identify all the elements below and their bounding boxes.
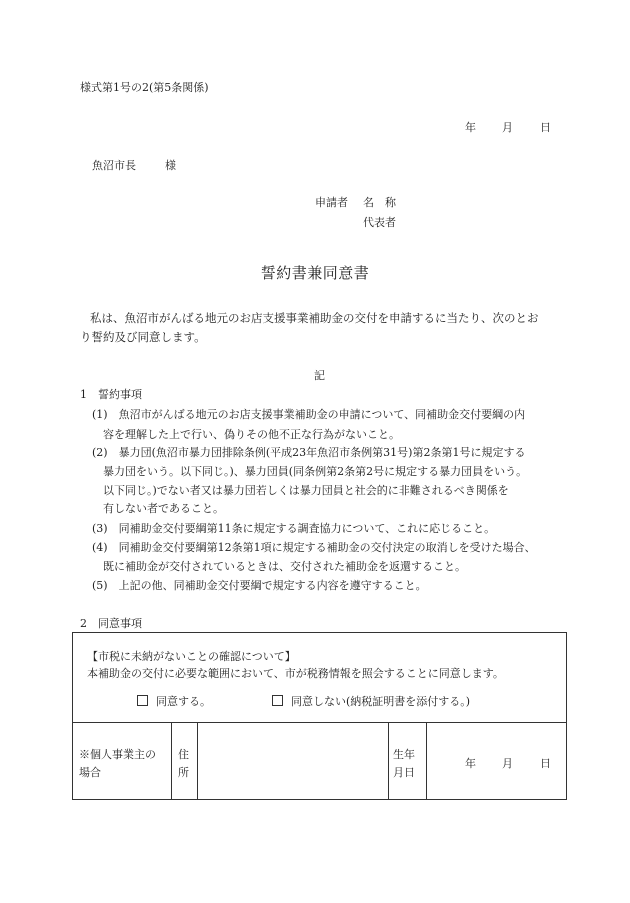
pledge-item-2-line-3: 以下同じ。)でない者又は暴力団若しくは暴力団員と社会的に非難されるべき関係を [103,484,509,497]
section1-heading: 1 誓約事項 [80,388,142,401]
consent-box-text: 本補助金の交付に必要な範囲において、市が税務情報を照会することに同意します。 [87,667,504,680]
birth-month-label: 月 [502,757,513,770]
addressee-name: 魚沼市長 [92,159,136,172]
pledge-item-4-line-1: (4) 同補助金交付要綱第12条第1項に規定する補助金の交付決定の取消しを受けた場合、 [92,541,536,554]
table-col-divider-3 [388,722,389,800]
addressee-honorific: 様 [165,159,176,172]
pledge-item-2-line-1: (2) 暴力団(魚沼市暴力団排除条例(平成23年魚沼市条例第31号)第2条第1号に規定する [92,446,526,459]
birthdate-label-2: 月日 [393,766,415,779]
pledge-item-2-line-2: 暴力団をいう。以下同じ。)、暴力団員(同条例第2条第2号に規定する暴力団員をいう。 [103,465,528,478]
option-agree-label: 同意する。 [156,695,211,708]
table-col-divider-2 [197,722,198,800]
pledge-item-3: (3) 同補助金交付要綱第11条に規定する調査協力について、これに応じること。 [92,522,496,535]
intro-line-2: り誓約及び同意します。 [80,330,206,344]
pledge-item-1-line-1: (1) 魚沼市がんばる地元のお店支援事業補助金の申請について、同補助金交付要綱の内 [92,408,526,421]
consent-box-heading: 【市税に未納がないことの確認について】 [87,650,296,663]
agree-checkbox[interactable] [137,695,148,706]
address-label-2: 所 [178,766,189,779]
address-label-1: 住 [178,748,189,761]
disagree-checkbox[interactable] [272,695,283,706]
document-title: 誓約書兼同意書 [260,264,370,282]
applicant-label: 申請者 [315,196,348,209]
table-divider [72,722,567,723]
date-year-label: 年 [465,121,476,134]
table-col-divider-4 [426,722,427,800]
section2-heading: 2 同意事項 [80,617,142,630]
pledge-item-5: (5) 上記の他、同補助金交付要綱で規定する内容を遵守すること。 [92,579,427,592]
pledge-item-1-line-2: 容を理解した上で行い、偽りその他不正な行為がないこと。 [103,428,400,441]
sole-proprietor-label-line-2: 場合 [79,766,101,779]
sole-proprietor-label-line-1: ※個人事業主の [79,748,156,761]
birth-year-label: 年 [465,757,476,770]
pledge-item-2-line-4: 有しない者であること。 [103,502,224,515]
table-col-divider-1 [171,722,172,800]
ki-heading: 記 [314,369,325,382]
pledge-item-4-line-2: 既に補助金が交付されているときは、交付された補助金を返還すること。 [103,560,466,573]
date-day-label: 日 [540,121,551,134]
birth-day-label: 日 [540,757,551,770]
option-agree[interactable] [137,695,211,708]
applicant-representative-label: 代表者 [363,216,396,229]
option-disagree[interactable] [272,695,470,708]
date-month-label: 月 [502,121,513,134]
applicant-name-label: 名 称 [363,196,396,209]
intro-line-1: 私は、魚沼市がんばる地元のお店支援事業補助金の交付を申請するに当たり、次のとお [90,311,539,325]
option-disagree-label: 同意しない(納税証明書を添付する。) [291,695,471,708]
form-number: 様式第1号の2(第5条関係) [80,81,209,94]
birthdate-label-1: 生年 [393,748,415,761]
